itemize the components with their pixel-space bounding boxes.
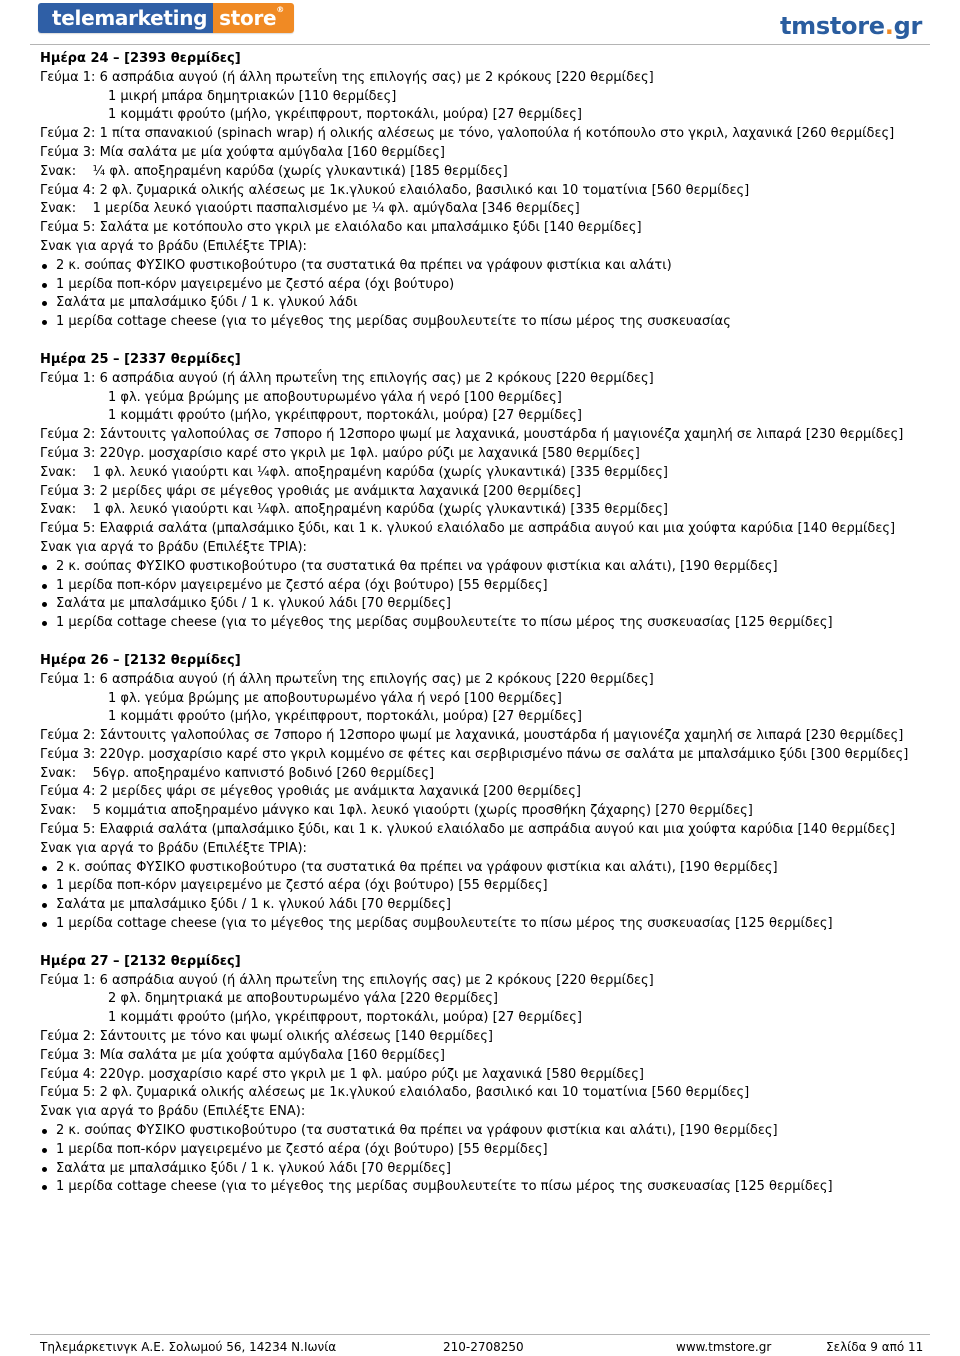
- meal-label: Γεύμα 2:: [40, 1029, 100, 1045]
- meal-line: [40, 182, 922, 201]
- meal-label: Σνακ:: [40, 803, 93, 819]
- footer-rule: [30, 1334, 930, 1335]
- snack-option-text: Σαλάτα με μπαλσάμικο ξύδι / 1 κ. γλυκού λάδι [70 θερμίδες]: [56, 596, 451, 612]
- snack-option-text: 1 μερίδα cottage cheese (για το μέγεθος της μερίδας συμβουλευτείτε το πίσω μέρος της συσκευασίας: [56, 314, 731, 330]
- snack-option: [40, 595, 922, 614]
- meal-line: [40, 144, 922, 163]
- meal-label: Γεύμα 3:: [40, 483, 100, 499]
- meal-line: [40, 1103, 922, 1122]
- meal-line: [40, 426, 922, 445]
- snack-option: [40, 896, 922, 915]
- meal-line: [40, 407, 922, 426]
- meal-line: [40, 200, 922, 219]
- meal-line: [40, 445, 922, 464]
- meal-text: 220γρ. μοσχαρίσιο καρέ στο γκριλ με 1 φλ. μαύρο ρύζι με λαχανικά [580 θερμίδες]: [99, 1066, 644, 1082]
- day-title: Ημέρα 25 – [2337 θερμίδες]: [40, 351, 241, 367]
- footer-company: Τηλεμάρκετινγκ Α.Ε. Σολωμού 56, 14234 Ν.Ιωνία: [40, 1340, 337, 1354]
- meal-label: Γεύμα 3:: [40, 746, 100, 762]
- snack-option-text: 2 κ. σούπας ΦΥΣΙΚΟ φυστικοβούτυρο (τα συστατικά θα πρέπει να γράφουν φιστίκια και αλάτι), [190 θερμίδες]: [56, 1123, 778, 1139]
- meal-text: 1 φλ. γεύμα βρώμης με αποβουτυρωμένο γάλα ή νερό [100 θερμίδες]: [108, 690, 562, 706]
- meal-text: 1 μικρή μπάρα δημητριακών [110 θερμίδες]: [108, 88, 397, 104]
- snack-option: [40, 915, 922, 934]
- meal-text: 1 κομμάτι φρούτο (μήλο, γκρέιπφρουτ, πορτοκάλι, μούρα) [27 θερμίδες]: [108, 107, 582, 123]
- snack-option: [40, 1160, 922, 1179]
- meal-text: 6 ασπράδια αυγού (ή άλλη πρωτεΐνη της επιλογής σας) με 2 κρόκους [220 θερμίδες]: [99, 671, 654, 687]
- footer-page-number: Σελίδα 9 από 11: [826, 1340, 924, 1354]
- logo-right-part: [213, 3, 294, 33]
- bullet-icon: [42, 884, 47, 889]
- telemarketing-store-logo: [38, 3, 294, 33]
- meal-text: 1 φλ. λευκό γιαούρτι και ¼φλ. αποξηραμένη καρύδα (χωρίς γλυκαντικά) [335 θερμίδες]: [92, 464, 668, 480]
- meal-text: 2 μερίδες ψάρι σε μέγεθος γροθιάς με ανάμικτα λαχανικά [200 θερμίδες]: [99, 483, 581, 499]
- meal-text: Σάντουιτς γαλοπούλας σε 7σπορο ή 12σπορο ψωμί με λαχανικά, μουστάρδα ή μαγιονέζα χαμηλή σε λιπαρά [230 θερμίδες]: [99, 728, 904, 744]
- meal-text: Μία σαλάτα με μία χούφτα αμύγδαλα [160 θερμίδες]: [99, 144, 445, 160]
- site-tld: gr: [893, 12, 922, 40]
- meal-line: [40, 746, 922, 765]
- bullet-icon: [42, 602, 47, 607]
- footer-phone: 210-2708250: [443, 1340, 524, 1354]
- meal-text: 6 ασπράδια αυγού (ή άλλη πρωτεΐνη της επιλογής σας) με 2 κρόκους [220 θερμίδες]: [99, 370, 654, 386]
- meal-text: 2 φλ. ζυμαρικά ολικής αλέσεως με 1κ.γλυκού ελαιόλαδο, βασιλικό και 10 τοματίνια [560 θερμίδες]: [99, 1085, 750, 1101]
- meal-line: [40, 483, 922, 502]
- snack-option: [40, 257, 922, 276]
- meal-label: Γεύμα 2:: [40, 126, 100, 142]
- meal-label: Γεύμα 4:: [40, 182, 100, 198]
- meal-text: 1 κομμάτι φρούτο (μήλο, γκρέιπφρουτ, πορτοκάλι, μούρα) [27 θερμίδες]: [108, 408, 582, 424]
- meal-label: Γεύμα 1:: [40, 671, 100, 687]
- meal-line: [40, 88, 922, 107]
- snack-option-text: 1 μερίδα cottage cheese (για το μέγεθος της μερίδας συμβουλευτείτε το πίσω μέρος της συσκευασίας [125 θερμίδες]: [56, 1179, 833, 1195]
- meal-text: 220γρ. μοσχαρίσιο καρέ στο γκριλ κομμένο σε φέτες και σερβιρισμένο πάνω σε σαλάτα με μπαλσάμικο ξύδι [300 θερμίδες]: [99, 746, 909, 762]
- header-rule: [30, 44, 930, 45]
- meal-line: [40, 389, 922, 408]
- meal-text: Σαλάτα με κοτόπουλο στο γκριλ με ελαιόλαδο και μπαλσάμικο ξύδι [140 θερμίδες]: [99, 220, 642, 236]
- bullet-icon: [42, 301, 47, 306]
- snack-option-text: Σαλάτα με μπαλσάμικο ξύδι / 1 κ. γλυκού λάδι [70 θερμίδες]: [56, 1160, 451, 1176]
- meal-plan-content: [40, 50, 922, 1216]
- meal-line: [40, 1009, 922, 1028]
- meal-line: [40, 708, 922, 727]
- snack-option: [40, 294, 922, 313]
- page-footer: [0, 1334, 960, 1356]
- meal-line: [40, 840, 922, 859]
- meal-text: Σνακ για αργά το βράδυ (Επιλέξτε ΤΡΙΑ):: [40, 539, 307, 555]
- meal-line: [40, 727, 922, 746]
- site-main: tmstore: [780, 12, 885, 40]
- logo-left-text: telemarketing: [38, 3, 213, 33]
- meal-line: [40, 370, 922, 389]
- meal-text: 56γρ. αποξηραμένο καπνιστό βοδινό [260 θερμίδες]: [92, 765, 435, 781]
- day-title: Ημέρα 24 – [2393 θερμίδες]: [40, 51, 241, 66]
- bullet-icon: [42, 320, 47, 325]
- snack-options-list: [40, 257, 922, 332]
- meal-label: Σνακ:: [40, 502, 93, 518]
- logo-right-text: store: [219, 6, 277, 30]
- site-dot: .: [884, 12, 894, 40]
- snack-option-text: 2 κ. σούπας ΦΥΣΙΚΟ φυστικοβούτυρο (τα συστατικά θα πρέπει να γράφουν φιστίκια και αλάτι): [56, 257, 672, 273]
- bullet-icon: [42, 1167, 47, 1172]
- meal-line: [40, 520, 922, 539]
- bullet-icon: [42, 922, 47, 927]
- bullet-icon: [42, 866, 47, 871]
- snack-option-text: 1 μερίδα cottage cheese (για το μέγεθος της μερίδας συμβουλευτείτε το πίσω μέρος της συσκευασίας [125 θερμίδες]: [56, 615, 833, 631]
- meal-text: Σάντουιτς με τόνο και ψωμί ολικής αλέσεως [140 θερμίδες]: [99, 1029, 493, 1045]
- meal-label: Σνακ:: [40, 765, 93, 781]
- bullet-icon: [42, 903, 47, 908]
- snack-option: [40, 1122, 922, 1141]
- meal-line: [40, 69, 922, 88]
- meal-text: Σνακ για αργά το βράδυ (Επιλέξτε ΕΝΑ):: [40, 1104, 306, 1120]
- meal-label: Γεύμα 2:: [40, 728, 100, 744]
- snack-option: [40, 1178, 922, 1197]
- meal-line: [40, 783, 922, 802]
- meal-text: 1 φλ. λευκό γιαούρτι και ¼φλ. αποξηραμένη καρύδα (χωρίς γλυκαντικά) [335 θερμίδες]: [92, 502, 668, 518]
- meal-text: 2 μερίδες ψάρι σε μέγεθος γροθιάς με ανάμικτα λαχανικά [200 θερμίδες]: [99, 784, 581, 800]
- meal-line: [40, 238, 922, 257]
- meal-line: [40, 501, 922, 520]
- meal-text: Ελαφριά σαλάτα (μπαλσάμικο ξύδι, και 1 κ. γλυκού ελαιόλαδο με ασπράδια αυγού και μια χούφτα καρύδια [140 θερμίδες]: [99, 521, 896, 537]
- meal-label: Γεύμα 5:: [40, 1085, 100, 1101]
- snack-option: [40, 276, 922, 295]
- snack-option-text: 1 μερίδα ποπ-κόρν μαγειρεμένο με ζεστό αέρα (όχι βούτυρο) [55 θερμίδες]: [56, 878, 548, 894]
- snack-option-text: Σαλάτα με μπαλσάμικο ξύδι / 1 κ. γλυκού λάδι: [56, 295, 358, 311]
- meal-text: 1 μερίδα λευκό γιαούρτι πασπαλισμένο με ¼ φλ. αμύγδαλα [346 θερμίδες]: [92, 201, 580, 217]
- bullet-icon: [42, 1185, 47, 1190]
- day-section: [40, 50, 922, 332]
- day-title: Ημέρα 26 – [2132 θερμίδες]: [40, 652, 241, 668]
- bullet-icon: [42, 264, 47, 269]
- snack-option: [40, 577, 922, 596]
- snack-option: [40, 877, 922, 896]
- snack-option: [40, 1141, 922, 1160]
- meal-text: 220γρ. μοσχαρίσιο καρέ στο γκριλ με 1φλ. μαύρο ρύζι με λαχανικά [580 θερμίδες]: [99, 445, 640, 461]
- meal-label: Γεύμα 5:: [40, 220, 100, 236]
- bullet-icon: [42, 1148, 47, 1153]
- meal-label: Σνακ:: [40, 201, 93, 217]
- meal-text: 1 κομμάτι φρούτο (μήλο, γκρέιπφρουτ, πορτοκάλι, μούρα) [27 θερμίδες]: [108, 1010, 582, 1026]
- meal-line: [40, 1084, 922, 1103]
- meal-line: [40, 690, 922, 709]
- bullet-icon: [42, 621, 47, 626]
- meal-line: [40, 125, 922, 144]
- meal-text: Σάντουιτς γαλοπούλας σε 7σπορο ή 12σπορο ψωμί με λαχανικά, μουστάρδα ή μαγιονέζα χαμηλή σε λιπαρά [230 θερμίδες]: [99, 427, 904, 443]
- meal-text: 6 ασπράδια αυγού (ή άλλη πρωτεΐνη της επιλογής σας) με 2 κρόκους [220 θερμίδες]: [99, 69, 654, 85]
- meal-label: Γεύμα 4:: [40, 784, 100, 800]
- meal-label: Γεύμα 3:: [40, 144, 100, 160]
- snack-option: [40, 614, 922, 633]
- meal-line: [40, 1028, 922, 1047]
- site-name: [780, 12, 922, 40]
- snack-option: [40, 558, 922, 577]
- meal-line: [40, 765, 922, 784]
- snack-option: [40, 313, 922, 332]
- meal-text: 1 πίτα σπανακιού (spinach wrap) ή ολικής αλέσεως με τόνο, γαλοπούλα ή κοτόπουλο στο γκριλ, λαχανικά [260 θερμίδες]: [99, 126, 895, 142]
- meal-label: Γεύμα 3:: [40, 445, 100, 461]
- snack-options-list: [40, 558, 922, 633]
- meal-label: Γεύμα 5:: [40, 822, 100, 838]
- meal-line: [40, 163, 922, 182]
- meal-label: Γεύμα 2:: [40, 427, 100, 443]
- bullet-icon: [42, 565, 47, 570]
- meal-text: 1 φλ. γεύμα βρώμης με αποβουτυρωμένο γάλα ή νερό [100 θερμίδες]: [108, 389, 562, 405]
- meal-text: 6 ασπράδια αυγού (ή άλλη πρωτεΐνη της επιλογής σας) με 2 κρόκους [220 θερμίδες]: [99, 972, 654, 988]
- bullet-icon: [42, 283, 47, 288]
- snack-option-text: 2 κ. σούπας ΦΥΣΙΚΟ φυστικοβούτυρο (τα συστατικά θα πρέπει να γράφουν φιστίκια και αλάτι), [190 θερμίδες]: [56, 558, 778, 574]
- registered-mark: ®: [276, 5, 284, 14]
- meal-text: Ελαφριά σαλάτα (μπαλσάμικο ξύδι, και 1 κ. γλυκού ελαιόλαδο με ασπράδια αυγού και μια χούφτα καρύδια [140 θερμίδες]: [99, 822, 896, 838]
- meal-text: 2 φλ. ζυμαρικά ολικής αλέσεως με 1κ.γλυκού ελαιόλαδο, βασιλικό και 10 τοματίνια [560 θερμίδες]: [99, 182, 750, 198]
- snack-option-text: 2 κ. σούπας ΦΥΣΙΚΟ φυστικοβούτυρο (τα συστατικά θα πρέπει να γράφουν φιστίκια και αλάτι), [190 θερμίδες]: [56, 859, 778, 875]
- meal-label: Σνακ:: [40, 464, 93, 480]
- snack-option-text: 1 μερίδα ποπ-κόρν μαγειρεμένο με ζεστό αέρα (όχι βούτυρο) [55 θερμίδες]: [56, 1141, 548, 1157]
- snack-option-text: 1 μερίδα cottage cheese (για το μέγεθος της μερίδας συμβουλευτείτε το πίσω μέρος της συσκευασίας [125 θερμίδες]: [56, 916, 833, 932]
- meal-label: Σνακ:: [40, 163, 93, 179]
- meal-text: Σνακ για αργά το βράδυ (Επιλέξτε ΤΡΙΑ):: [40, 840, 307, 856]
- meal-line: [40, 539, 922, 558]
- snack-option: [40, 859, 922, 878]
- meal-line: [40, 219, 922, 238]
- meal-text: Σνακ για αργά το βράδυ (Επιλέξτε ΤΡΙΑ):: [40, 238, 307, 254]
- snack-option-text: 1 μερίδα ποπ-κόρν μαγειρεμένο με ζεστό αέρα (όχι βούτυρο): [56, 276, 455, 292]
- meal-label: Γεύμα 1:: [40, 69, 100, 85]
- snack-options-list: [40, 859, 922, 934]
- bullet-icon: [42, 1129, 47, 1134]
- meal-label: Γεύμα 4:: [40, 1066, 100, 1082]
- meal-label: Γεύμα 1:: [40, 370, 100, 386]
- meal-line: [40, 1066, 922, 1085]
- day-section: [40, 652, 922, 934]
- bullet-icon: [42, 584, 47, 589]
- meal-text: 5 κομμάτια αποξηραμένο μάνγκο και 1φλ. λευκό γιαούρτι (χωρίς προσθήκη ζάχαρης) [270 θερμίδες]: [92, 803, 753, 819]
- snack-option-text: Σαλάτα με μπαλσάμικο ξύδι / 1 κ. γλυκού λάδι [70 θερμίδες]: [56, 897, 451, 913]
- footer-website: www.tmstore.gr: [676, 1340, 772, 1354]
- day-section: [40, 351, 922, 633]
- day-title: Ημέρα 27 – [2132 θερμίδες]: [40, 953, 241, 969]
- meal-line: [40, 106, 922, 125]
- meal-line: [40, 464, 922, 483]
- meal-line: [40, 802, 922, 821]
- snack-options-list: [40, 1122, 922, 1197]
- meal-line: [40, 990, 922, 1009]
- meal-line: [40, 821, 922, 840]
- day-section: [40, 953, 922, 1197]
- meal-text: Μία σαλάτα με μία χούφτα αμύγδαλα [160 θερμίδες]: [99, 1047, 445, 1063]
- meal-label: Γεύμα 1:: [40, 972, 100, 988]
- meal-label: Γεύμα 5:: [40, 521, 100, 537]
- meal-line: [40, 1047, 922, 1066]
- snack-option-text: 1 μερίδα ποπ-κόρν μαγειρεμένο με ζεστό αέρα (όχι βούτυρο) [55 θερμίδες]: [56, 577, 548, 593]
- meal-text: 1 κομμάτι φρούτο (μήλο, γκρέιπφρουτ, πορτοκάλι, μούρα) [27 θερμίδες]: [108, 709, 582, 725]
- meal-line: [40, 671, 922, 690]
- meal-text: 2 φλ. δημητριακά με αποβουτυρωμένο γάλα [220 θερμίδες]: [108, 991, 498, 1007]
- meal-text: ¼ φλ. αποξηραμένη καρύδα (χωρίς γλυκαντικά) [185 θερμίδες]: [92, 163, 508, 179]
- meal-label: Γεύμα 3:: [40, 1047, 100, 1063]
- meal-line: [40, 972, 922, 991]
